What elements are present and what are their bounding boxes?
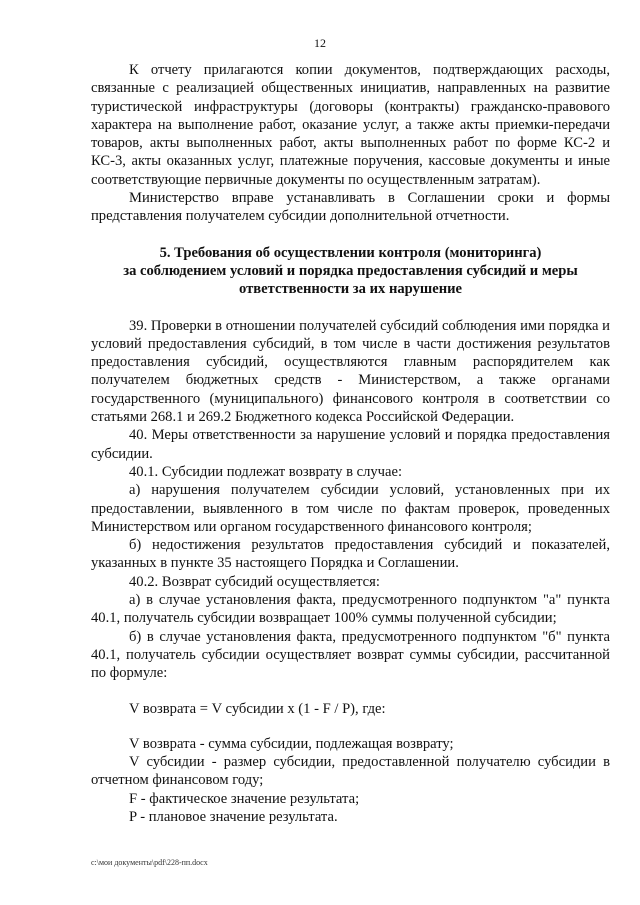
paragraph-40-1-b: б) недостижения результатов предоставления субсидий и показателей, указанных в пункте 35 настоящего Порядка и Соглашении. — [91, 537, 610, 572]
paragraph-40-1: 40.1. Субсидии подлежат возврату в случае: — [129, 463, 403, 480]
section-heading-line: за соблюдением условий и порядка предоставления субсидий и меры — [123, 262, 578, 279]
paragraph-ministry-reporting: Министерство вправе устанавливать в Соглашении сроки и формы представления получателем субсидии дополнительной отчетности. — [91, 190, 610, 225]
paragraph-40-2-b: б) в случае установления факта, предусмотренного подпунктом "б" пункта 40.1, получатель субсидии осуществляет возврат суммы субсидии, рассчитанной по формуле: — [91, 628, 610, 682]
paragraph-40-2-a: а) в случае установления факта, предусмотренного подпунктом "а" пункта 40.1, получатель субсидии возвращает 100% суммы полученной субсидии; — [91, 592, 610, 627]
definition-v-subsidy: V субсидии - размер субсидии, предоставленной получателю субсидии в отчетном финансовом году; — [91, 754, 610, 789]
document-body — [91, 61, 610, 826]
section-heading — [91, 244, 610, 299]
paragraph-39: 39. Проверки в отношении получателей субсидий соблюдения ими порядка и условий предоставления субсидий, в том числе в части достижения результатов предоставления субсидий, осуществляются главным распорядителем как получателем бюджетных средств - Министерством, а также органами государственного (муниципального) финансового контроля в соответствии со статьями 268.1 и 269.2 Бюджетного кодекса Российской Федерации. — [91, 317, 610, 426]
section-heading-line: ответственности за их нарушение — [239, 281, 462, 298]
section-heading-line: 5. Требования об осуществлении контроля (мониторинга) — [159, 244, 542, 261]
definition-f: F - фактическое значение результата; — [129, 790, 360, 807]
formula: V возврата = V субсидии x (1 - F / P), где: — [129, 700, 386, 717]
definition-p: P - плановое значение результата. — [129, 808, 338, 825]
paragraph-40-1-a: а) нарушения получателем субсидии условий, установленных при их предоставлении, выявленного в том числе по фактам проверок, проведенных Министерством или органом государственного финансового контроля; — [91, 482, 610, 535]
definition-v-return: V возврата - сумма субсидии, подлежащая возврату; — [129, 735, 454, 752]
paragraph-40-2: 40.2. Возврат субсидий осуществляется: — [129, 573, 380, 590]
paragraph-report-attachments: К отчету прилагаются копии документов, подтверждающих расходы, связанные с реализацией общественных инициатив, направленных на развитие туристической инфраструктуры (договоры (контракты) гражданско-правового характера на выполнение работ, оказание услуг, а также акты приемки-передачи товаров, акты выполненных работ, акты выполненных работ по форме КС-2 и КС-3, акты оказанных услуг, платежные поручения, кассовые документы и иные соответствующие первичные документы по осуществленным затратам). — [91, 62, 610, 188]
paragraph-40: 40. Меры ответственности за нарушение условий и порядка предоставления субсидии. — [91, 427, 610, 462]
page-number: 12 — [314, 36, 326, 50]
footer-file-path: c:\мои документы\pdf\228-пп.docx — [91, 858, 208, 867]
